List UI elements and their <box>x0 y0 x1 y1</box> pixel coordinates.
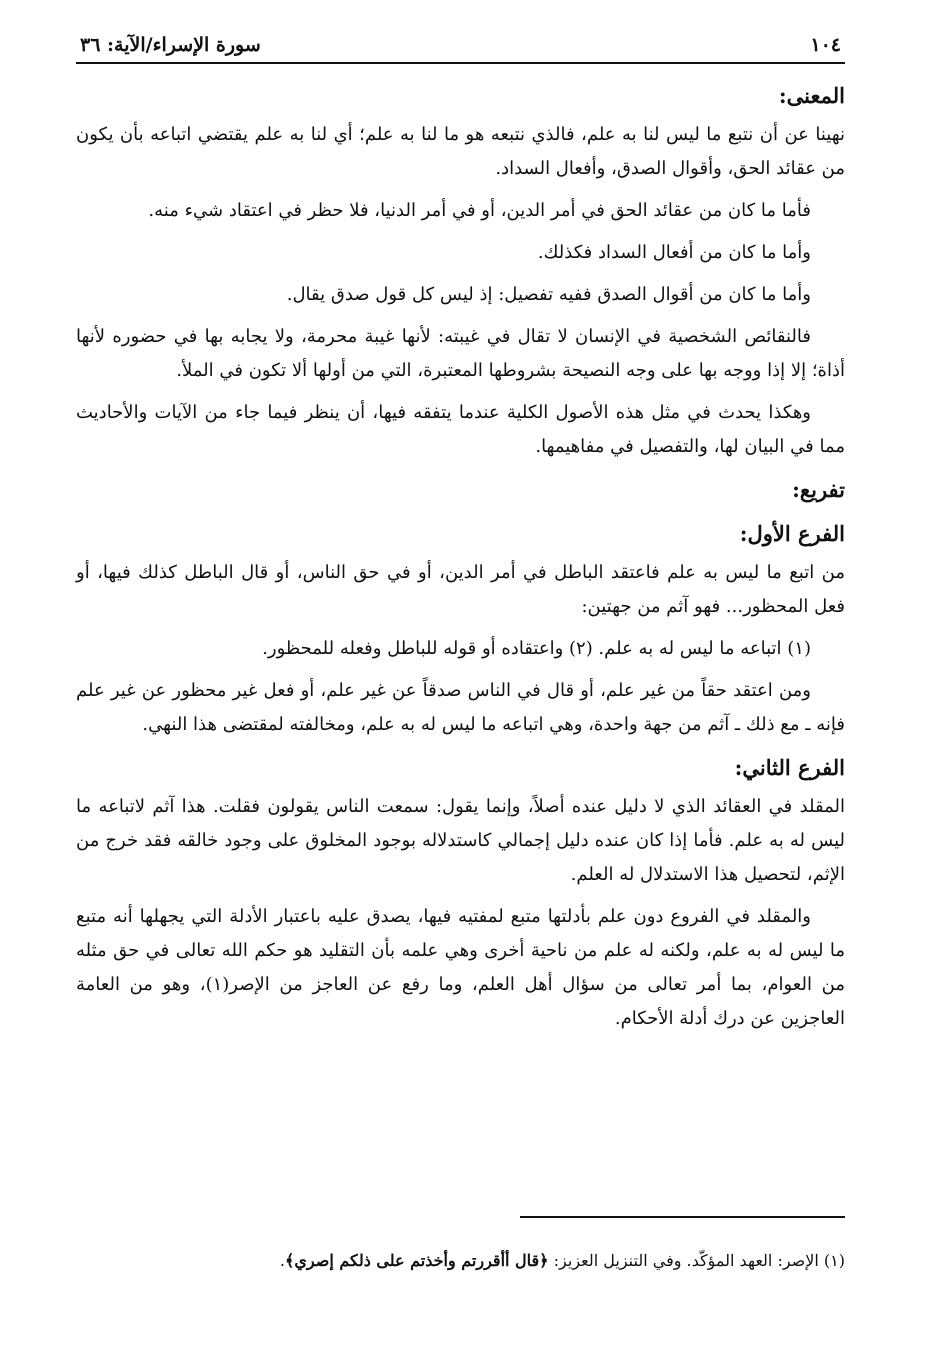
second-branch-heading: الفرع الثاني: <box>734 755 845 780</box>
paragraph: من اتبع ما ليس به علم فاعتقد الباطل في أمر الدين، أو في حق الناس، أو قال الباطل كذلك فيها، أو فعل المحظور... فهو آثم من جهتين: <box>76 562 845 617</box>
section-reference: سورة الإسراء/الآية: ٣٦ <box>80 34 261 56</box>
footnote-separator <box>520 1216 845 1218</box>
paragraph: وأما ما كان من أقوال الصدق ففيه تفصيل: إذ ليس كل قول صدق يقال. <box>286 284 811 305</box>
paragraph: وأما ما كان من أفعال السداد فكذلك. <box>537 242 811 263</box>
footnote-text: (١) الإصر: العهد المؤكّد. وفي التنزيل العزيز: <box>548 1251 845 1270</box>
paragraph: والمقلد في الفروع دون علم بأدلتها متبع لمفتيه فيها، يصدق عليه باعتبار الأدلة التي يجهلها أنه متبع ما ليس له به علم، ولكنه له علم من ناحية أخرى وهي علمه بأن التقليد هو حكم الله تعالى في حق مثله من العوام، بما أمر تعالى من سؤال أهل العلم، وما رفع عن العاجز من الإصر(١)، وهو من العامة العاجزين عن درك أدلة الأحكام. <box>76 906 845 1029</box>
paragraph: فالنقائص الشخصية في الإنسان لا تقال في غيبته: لأنها غيبة محرمة، ولا يجابه بها في حضوره لأنها أذاة؛ إلا إذا ووجه بها على وجه النصيحة بشروطها المعتبرة، التي من أولها ألا تكون في الملأ. <box>76 326 845 381</box>
footnote-end: . <box>279 1251 285 1270</box>
paragraph: المقلد في العقائد الذي لا دليل عنده أصلاً، وإنما يقول: سمعت الناس يقولون فقلت. هذا آثم لاتباعه ما ليس له به علم. فأما إذا كان عنده دليل إجمالي كاستدلاله بوجود المخلوق على وجود خالقه فقد خرج من الإثم، لتحصيل هذا الاستدلال له العلم. <box>76 796 845 885</box>
paragraph: فأما ما كان من عقائد الحق في أمر الدين، أو في أمر الدنيا، فلا حظر في اعتقاد شيء منه. <box>148 200 811 221</box>
first-branch-heading: الفرع الأول: <box>739 521 845 546</box>
meaning-heading: المعنى: <box>778 83 845 108</box>
paragraph: وهكذا يحدث في مثل هذه الأصول الكلية عندما يتفقه فيها، أن ينظر فيما جاء من الآيات والأحاديث مما في البيان لها، والتفصيل في مفاهيمها. <box>76 402 845 457</box>
running-head <box>76 34 845 64</box>
branching-heading: تفريع: <box>792 477 845 502</box>
paragraph: ومن اعتقد حقاً من غير علم، أو قال في الناس صدقاً عن غير علم، أو فعل غير محظور عن غير علم فإنه ـ مع ذلك ـ آثم من جهة واحدة، وهي اتباعه ما ليس له به علم، ومخالفته لمقتضى هذا النهي. <box>76 680 845 735</box>
paragraph: (١) اتباعه ما ليس له به علم. (٢) واعتقاده أو قوله للباطل وفعله للمحظور. <box>262 638 811 659</box>
body-text <box>76 78 845 1036</box>
paragraph: نهينا عن أن نتبع ما ليس لنا به علم، فالذي نتبعه هو ما لنا به علم؛ أي لنا به علم يقتضي اتباعه بأن يكون من عقائد الحق، وأقوال الصدق، وأفعال السداد. <box>76 124 845 179</box>
footnote-quran-quote: ﴿قال أأقررتم وأخذتم على ذلكم إصري﴾ <box>285 1251 549 1270</box>
footnote <box>76 1246 845 1276</box>
page-number: ١٠٤ <box>810 34 841 56</box>
